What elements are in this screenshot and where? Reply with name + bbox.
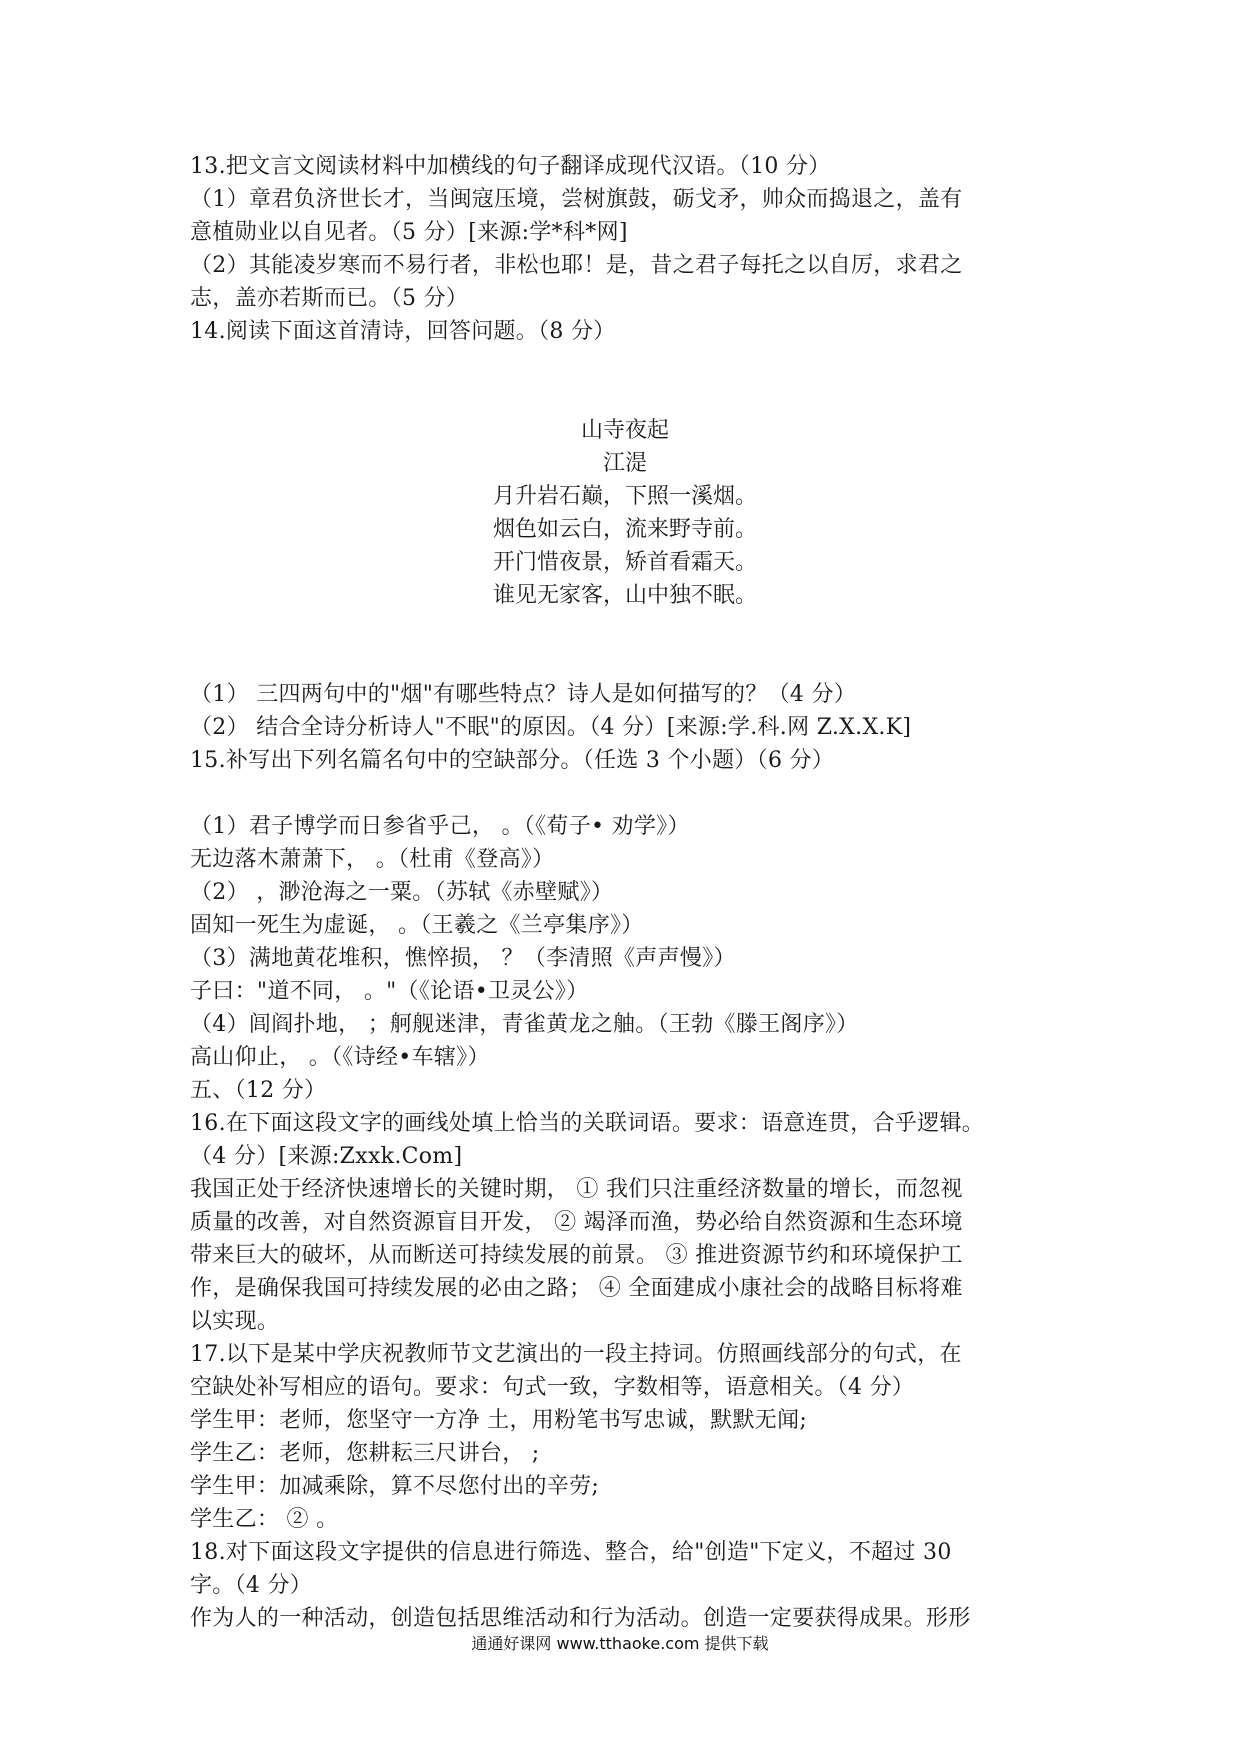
q18-line: 字。（4 分） [190,1573,313,1598]
q17-line: 学生甲：加减乘除，算不尽您付出的辛劳; [190,1474,600,1499]
q13-part2-line2: 志，盖亦若斯而已。（5 分） [190,286,469,311]
q15-line: 固知一死生为虚诞， 。（王羲之《兰亭集序》） [190,913,644,938]
q17-line: 学生乙： ② 。 [190,1507,339,1532]
page-footer: 通通好课网 www.tthaoke.com 提供下载 [471,1634,769,1653]
poem-line: 月升岩石巅，下照一溪烟。 [492,484,757,509]
q13-part2-line1: （2）其能凌岁寒而不易行者，非松也耶！是，昔之君子每托之以自厉，求君之 [190,253,963,278]
poem-line: 烟色如云白，流来野寺前。 [492,517,757,542]
q15-line: （3）满地黄花堆积，憔悴损， ？（李清照《声声慢》） [190,946,736,971]
q16-line: 我国正处于经济快速增长的关键时期， ① 我们只注重经济数量的增长，而忽视 [190,1177,963,1202]
q17-line: 17.以下是某中学庆祝教师节文艺演出的一段主持词。仿照画线部分的句式，在 [190,1342,962,1367]
q17-line: 学生乙：老师，您耕耘三尺讲台， ; [190,1441,540,1466]
q13-title: 13.把文言文阅读材料中加横线的句子翻译成现代汉语。（10 分） [190,154,831,179]
q13-part1-line2: 意植勋业以自见者。（5 分）[来源:学*科*网] [190,220,628,245]
q15-line: （2） ，渺沧海之一粟。（苏轼《赤壁赋》） [190,880,614,905]
q15-line: （4）闾阎扑地， ；舸舰迷津，青雀黄龙之舳。（王勃《滕王阁序》） [190,1012,859,1037]
q15-line: 高山仰止， 。（《诗经•车辖》） [190,1045,490,1070]
q14-sub1: （1） 三四两句中的"烟"有哪些特点？诗人是如何描写的？（4 分） [190,682,857,707]
q16-line: 质量的改善，对自然资源盲目开发， ② 竭泽而渔，势必给自然资源和生态环境 [190,1210,963,1235]
q16-line: 作，是确保我国可持续发展的必由之路； ④ 全面建成小康社会的战略目标将难 [190,1276,963,1301]
q16-line: （4 分）[来源:Zxxk.Com] [190,1144,463,1169]
q13-part1-line1: （1）章君负济世长才，当闽寇压境，尝树旗鼓，砺戈矛，帅众而捣退之，盖有 [190,187,963,212]
q18-line: 18.对下面这段文字提供的信息进行筛选、整合，给"创造"下定义，不超过 30 [190,1540,952,1565]
q15-line: 无边落木萧萧下， 。（杜甫《登高》） [190,847,555,872]
q16-line: 带来巨大的破坏，从而断送可持续发展的前景。 ③ 推进资源节约和环境保护工 [190,1243,963,1268]
poem-block [190,414,1060,612]
q17-line: 空缺处补写相应的语句。要求：句式一致，字数相等，语意相关。（4 分） [190,1375,915,1400]
q15-line: 子曰："道不同， 。"（《论语•卫灵公》） [190,979,589,1004]
poem-line: 开门惜夜景，矫首看霜天。 [492,550,757,575]
q14-sub2: （2） 结合全诗分析诗人"不眠"的原因。（4 分）[来源:学.科.网 Z.X.X.K] [190,715,912,740]
q14-title: 14.阅读下面这首清诗，回答问题。（8 分） [190,319,616,344]
q16-line: 以实现。 [190,1309,280,1334]
exam-page [190,150,1060,1635]
q15-line: （1）君子博学而日参省乎己， 。（《荀子• 劝学》） [190,814,690,839]
q18-line: 作为人的一种活动，创造包括思维活动和行为活动。创造一定要获得成果。形形 [190,1606,971,1631]
section-five-heading: 五、（12 分） [190,1078,327,1103]
q16-line: 16.在下面这段文字的画线处填上恰当的关联词语。要求：语意连贯，合乎逻辑。 [190,1111,985,1136]
poem-author: 江湜 [602,451,647,476]
q17-line: 学生甲：老师，您坚守一方净 土，用粉笔书写忠诚，默默无闻; [190,1408,808,1433]
q15-title: 15.补写出下列名篇名句中的空缺部分。（任选 3 个小题）（6 分） [190,748,835,773]
poem-line: 谁见无家客，山中独不眠。 [492,583,757,608]
poem-title: 山寺夜起 [580,418,669,443]
